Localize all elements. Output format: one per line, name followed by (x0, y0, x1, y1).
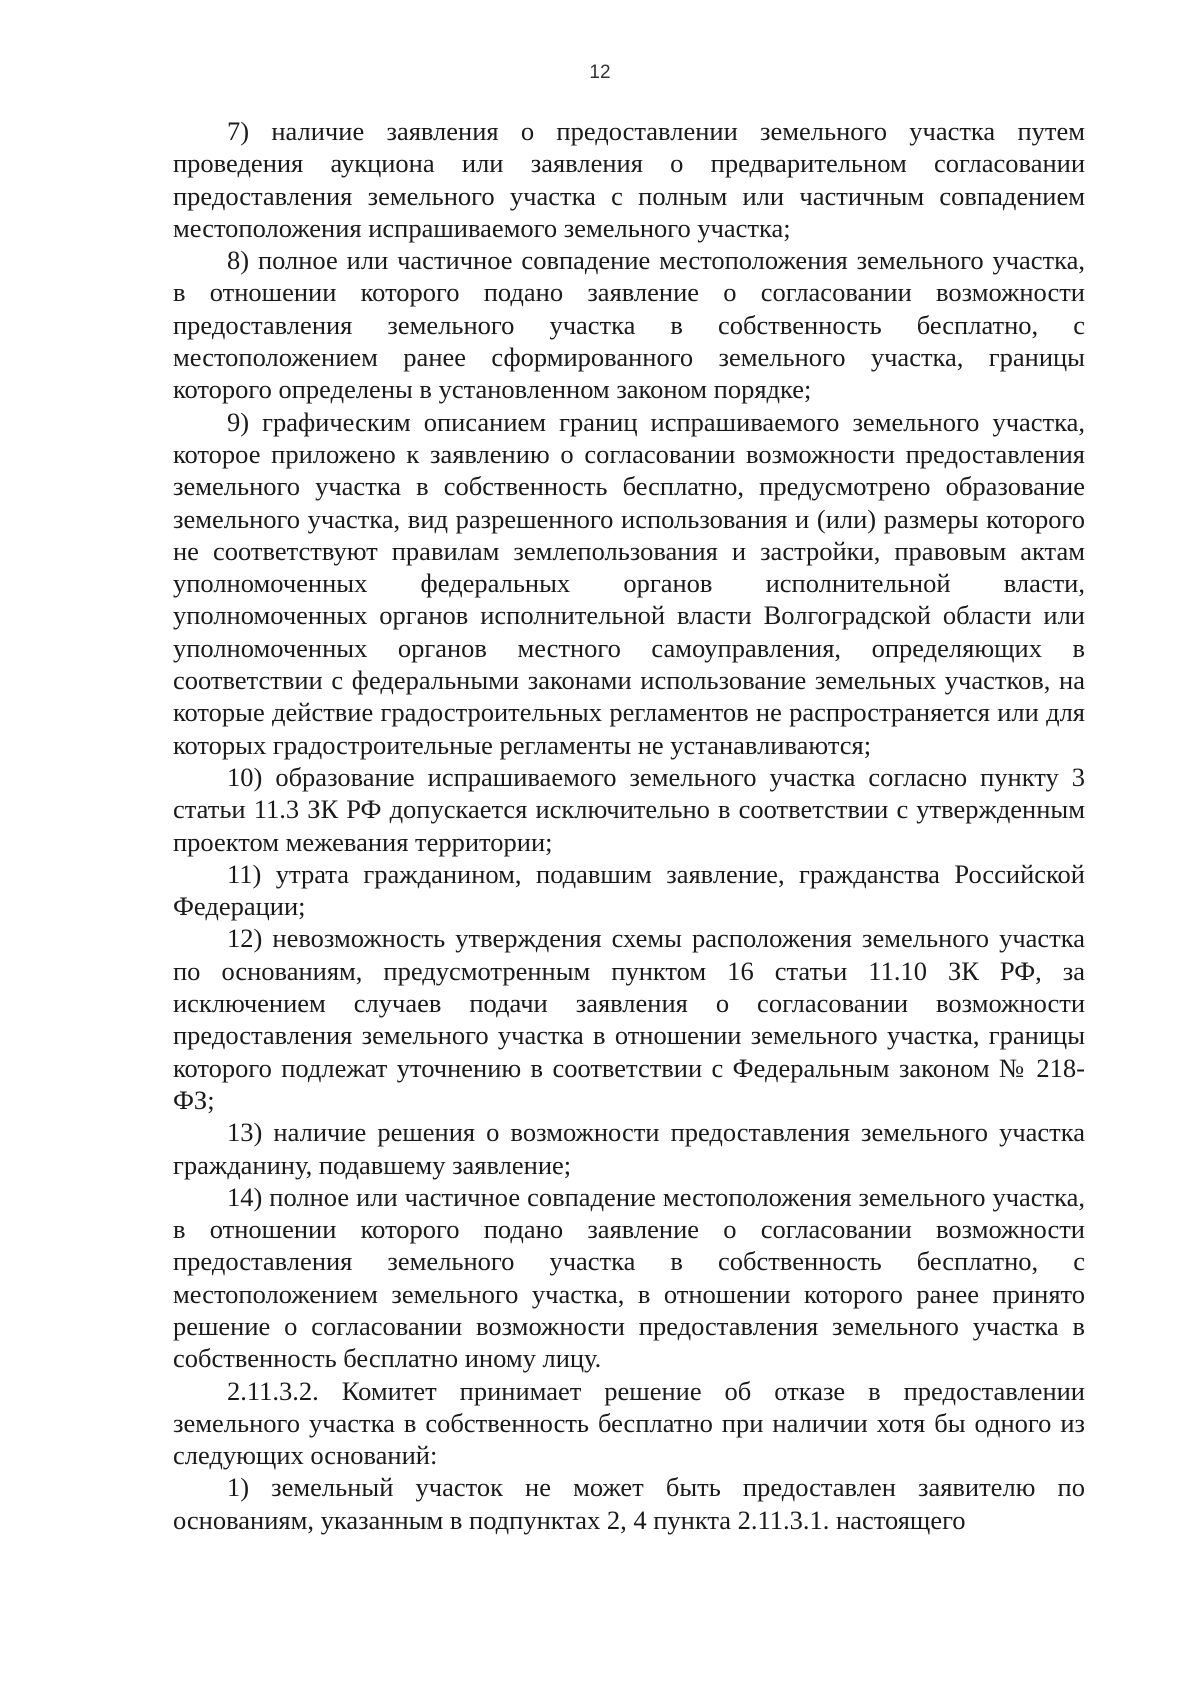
paragraph-item-12: 12) невозможность утверждения схемы расположения земельного участка по основаниям, предусмотренным пунктом 16 статьи 11.10 ЗК РФ, за исключением случаев подачи заявления о согласовании возможности предоставления земельного участка в отношении земельного участка, границы которого подлежат уточнению в соответствии с Федеральным законом № 218-ФЗ; (173, 923, 1085, 1115)
document-body (173, 115, 1085, 1536)
paragraph-section-2-11-3-2: 2.11.3.2. Комитет принимает решение об отказе в предоставлении земельного участка в собственность бесплатно при наличии хотя бы одного из следующих оснований: (173, 1375, 1085, 1471)
paragraph-item-13: 13) наличие решения о возможности предоставления земельного участка гражданину, подавшему заявление; (173, 1117, 1085, 1180)
paragraph-item-8: 8) полное или частичное совпадение местоположения земельного участка, в отношении которого подано заявление о согласовании возможности предоставления земельного участка в собственность бесплатно, с местоположением ранее сформированного земельного участка, границы которого определены в установленном законом порядке; (173, 245, 1085, 405)
paragraph-item-14: 14) полное или частичное совпадение местоположения земельного участка, в отношении которого подано заявление о согласовании возможности предоставления земельного участка в собственность бесплатно, с местоположением земельного участка, в отношении которого ранее принято решение о согласовании возможности предоставления земельного участка в собственность бесплатно иному лицу. (173, 1181, 1085, 1374)
paragraph-item-10: 10) образование испрашиваемого земельного участка согласно пункту 3 статьи 11.3 ЗК РФ допускается исключительно в соответствии с утвержденным проектом межевания территории; (173, 761, 1085, 857)
paragraph-item-1: 1) земельный участок не может быть предоставлен заявителю по основаниям, указанным в подпунктах 2, 4 пункта 2.11.3.1. настоящего (173, 1472, 1085, 1535)
paragraph-item-9: 9) графическим описанием границ испрашиваемого земельного участка, которое приложено к заявлению о согласовании возможности предоставления земельного участка в собственность бесплатно, предусмотрено образование земельного участка, вид разрешенного использования и (или) размеры которого не соответствуют правилам землепользования и застройки, правовым актам уполномоченных федеральных органов исполнительной власти, уполномоченных органов исполнительной власти Волгоградской области или уполномоченных органов местного самоуправления, определяющих в соответствии с федеральными законами использование земельных участков, на которые действие градостроительных регламентов не распространяется или для которых градостроительные регламенты не устанавливаются; (173, 406, 1085, 760)
page-number: 12 (589, 62, 611, 83)
paragraph-item-11: 11) утрата гражданином, подавшим заявление, гражданства Российской Федерации; (173, 858, 1085, 922)
paragraph-item-7: 7) наличие заявления о предоставлении земельного участка путем проведения аукциона или заявления о предварительном согласовании предоставления земельного участка с полным или частичным совпадением местоположения испрашиваемого земельного участка; (173, 116, 1085, 243)
